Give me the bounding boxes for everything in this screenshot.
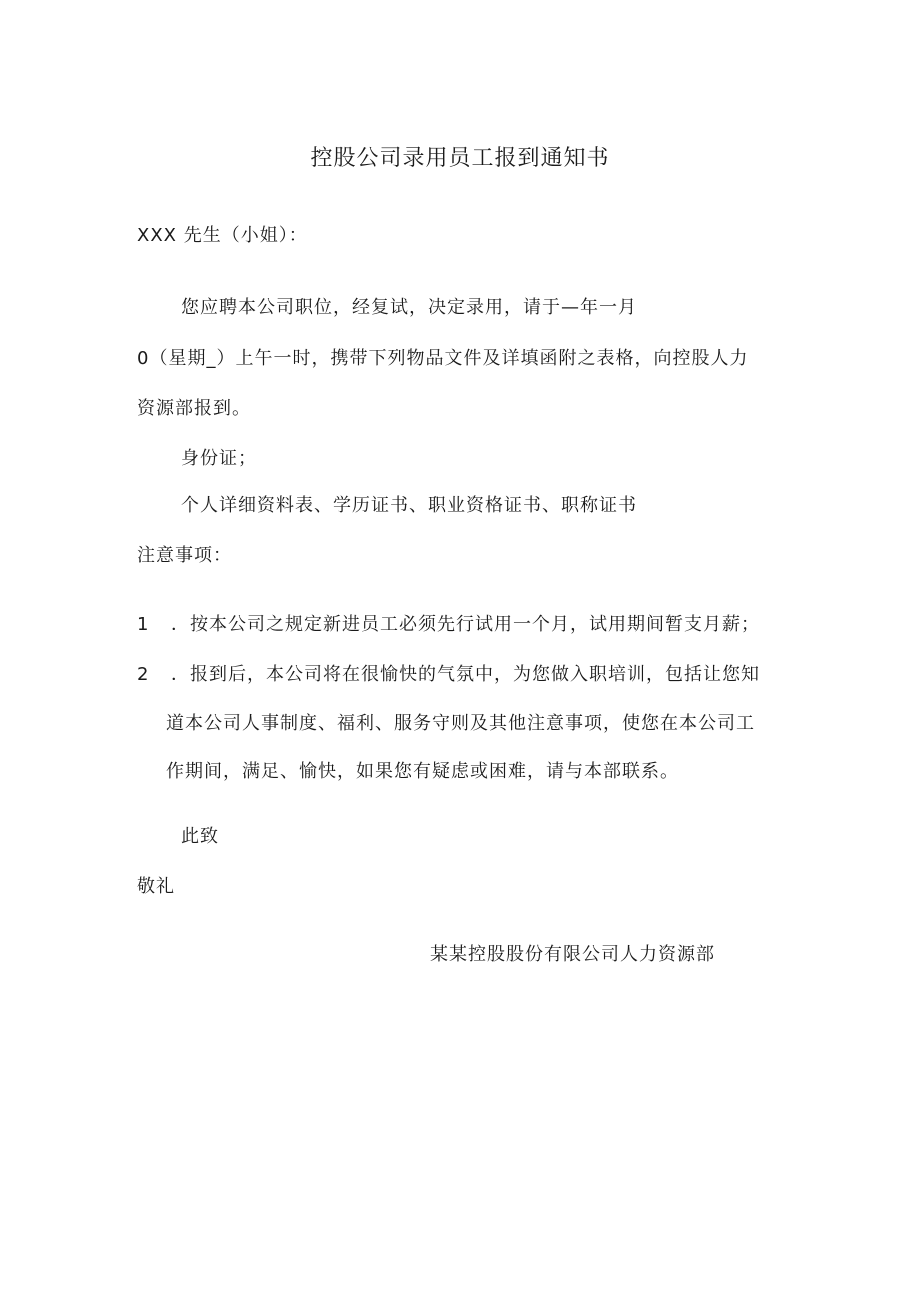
closing-cizhi: 此致 — [181, 826, 219, 847]
note-2-number: 2 — [137, 664, 150, 685]
item-documents: 个人详细资料表、学历证书、职业资格证书、职称证书 — [181, 495, 637, 516]
notes-heading: 注意事项： — [137, 545, 232, 566]
note-1 — [137, 613, 760, 637]
signature: 某某控股股份有限公司人力资源部 — [430, 944, 715, 965]
closing-jingli: 敬礼 — [137, 876, 175, 897]
note-1-text: ．按本公司之规定新进员工必须先行试用一个月，试用期间暂支月薪； — [171, 614, 760, 635]
note-2-text-line-2: 道本公司人事制度、福利、服务守则及其他注意事项，使您在本公司工 — [166, 713, 755, 734]
note-2-text-line-1: ．报到后，本公司将在很愉快的气氛中，为您做入职培训，包括让您知 — [171, 664, 760, 685]
document-title: 控股公司录用员工报到通知书 — [310, 146, 610, 171]
note-2-text-line-3: 作期间，满足、愉快，如果您有疑虑或困难，请与本部联系。 — [166, 761, 679, 782]
body-line-2: 0（星期_）上午一时，携带下列物品文件及详填函附之表格，向控股人力 — [137, 348, 749, 369]
salutation: XXX 先生（小姐）： — [137, 225, 308, 246]
item-id-card: 身份证； — [181, 448, 257, 469]
body-line-1: 您应聘本公司职位，经复试，决定录用，请于—年一月 — [181, 297, 637, 318]
note-2 — [137, 663, 760, 687]
body-line-3: 资源部报到。 — [137, 398, 251, 419]
note-1-number: 1 — [137, 614, 150, 635]
